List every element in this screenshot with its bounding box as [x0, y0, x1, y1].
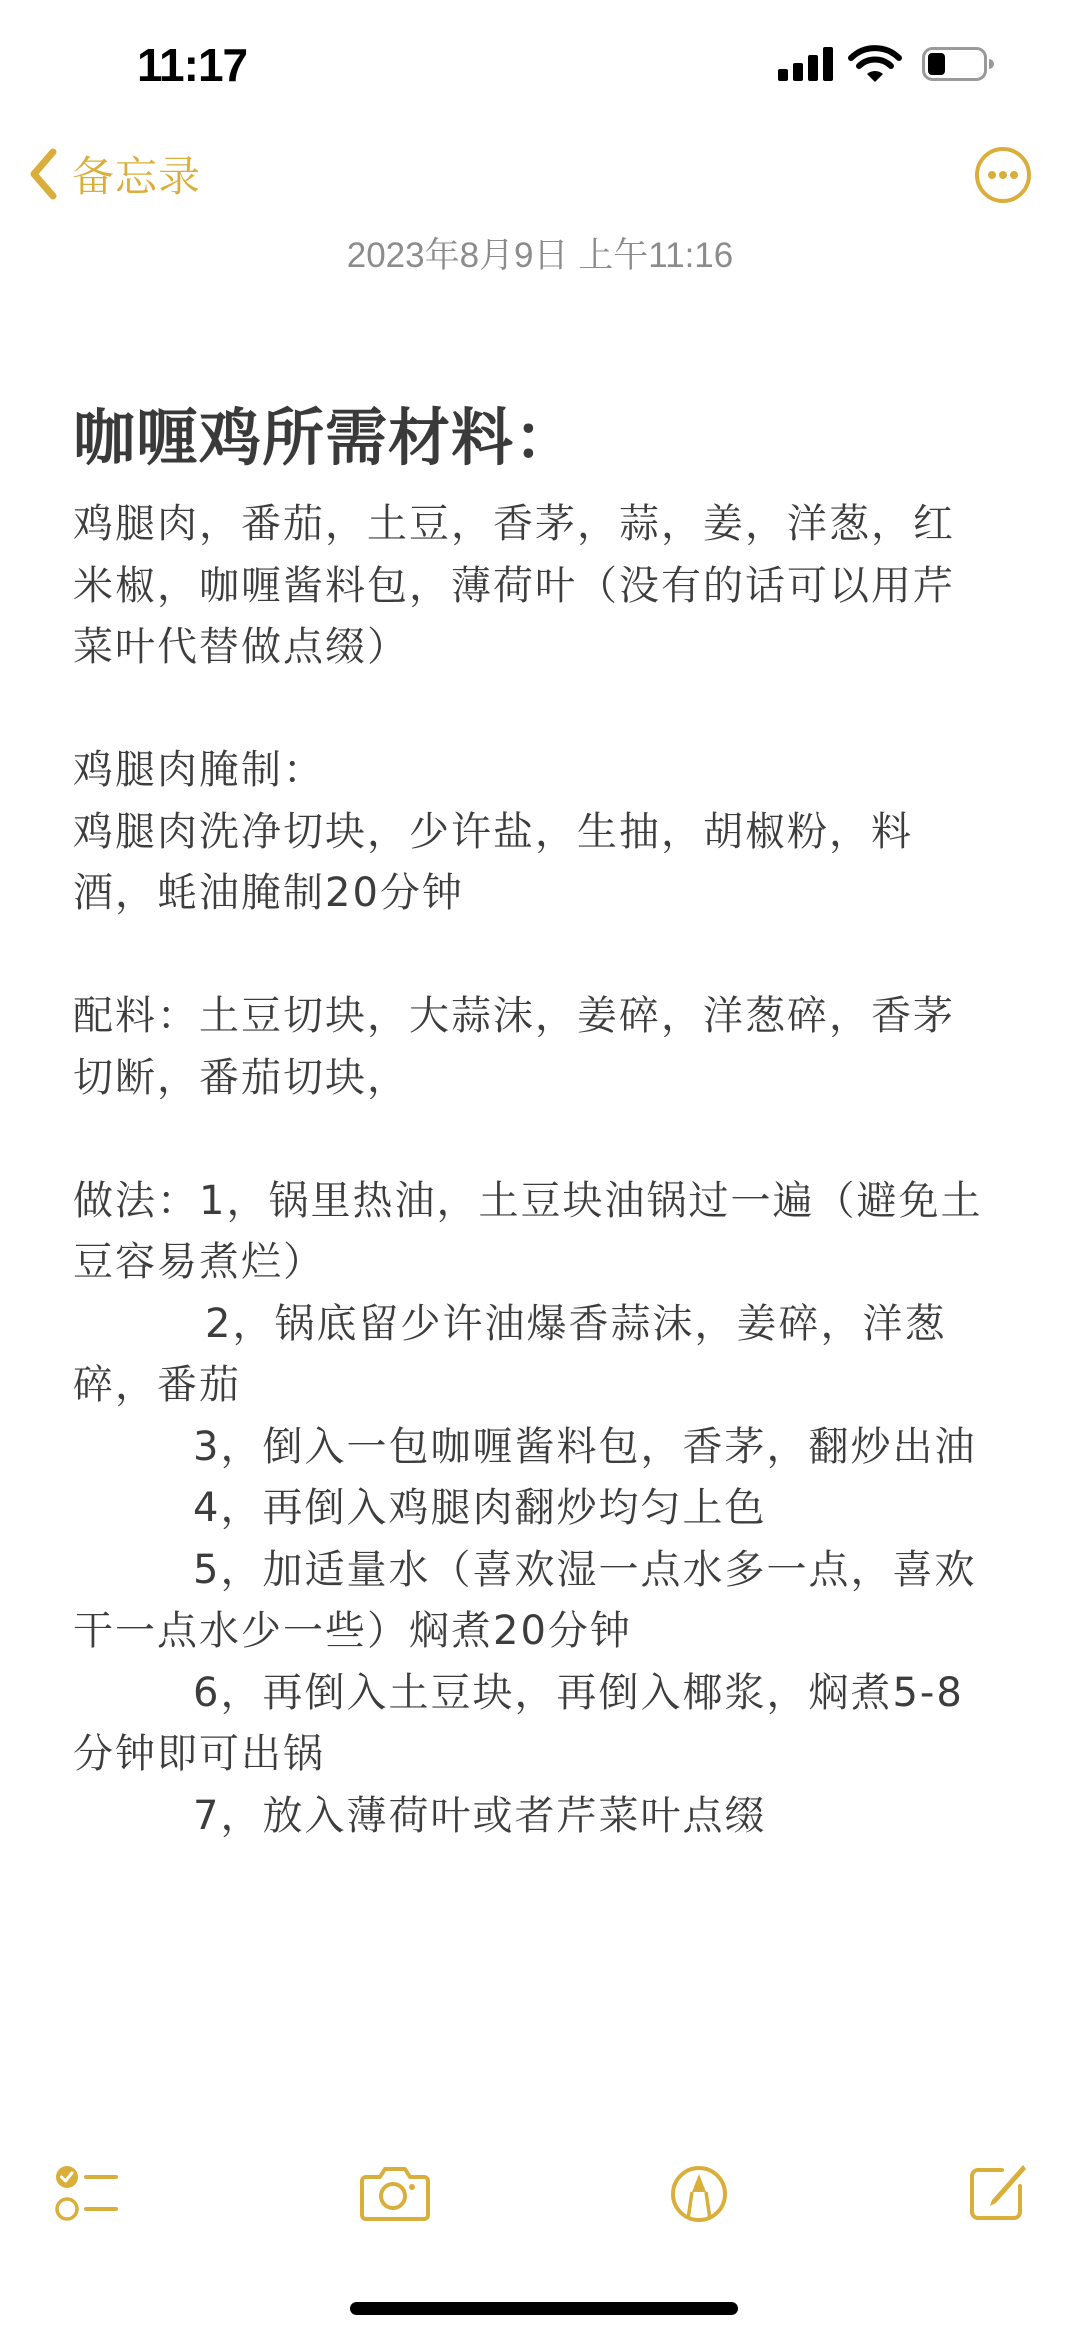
back-button[interactable]: [28, 146, 201, 202]
compose-icon: [972, 2165, 1026, 2218]
more-options-button[interactable]: [974, 146, 1032, 204]
note-line: 切断，番茄切块，: [73, 1054, 409, 1101]
markup-pen-icon: [673, 2168, 725, 2220]
note-line: 干一点水少一些）焖煮20分钟: [73, 1608, 632, 1654]
note-line: 菜叶代替做点缀）: [73, 624, 409, 670]
note-line: 鸡腿肉洗净切块，少许盐，生抽，胡椒粉，料: [73, 808, 913, 855]
note-line: 6，再倒入土豆块，再倒入椰浆，焖煮5-8: [193, 1669, 964, 1716]
wifi-icon: [848, 45, 902, 83]
note-line: 5，加适量水（喜欢湿一点水多一点，喜欢: [193, 1546, 977, 1593]
note-line: 鸡腿肉，番茄，土豆，香茅，蒜，姜，洋葱，红: [73, 501, 955, 547]
note-line: 做法：1，锅里热油，土豆块油锅过一遍（避免土: [73, 1177, 983, 1224]
note-editor[interactable]: [73, 396, 1033, 1847]
note-line: 分钟即可出锅: [73, 1731, 325, 1777]
cellular-signal-icon: [778, 47, 834, 81]
back-label: 备忘录: [72, 152, 202, 201]
camera-button[interactable]: [360, 2164, 430, 2222]
note-line: 7，放入薄荷叶或者芹菜叶点缀: [193, 1792, 767, 1839]
chevron-left-icon: [28, 148, 58, 200]
note-blank-line: [73, 925, 1033, 987]
note-line: 配料：土豆切块，大蒜沫，姜碎，洋葱碎，香茅: [73, 993, 955, 1039]
note-line: 米椒，咖喱酱料包，薄荷叶（没有的话可以用芹: [73, 562, 955, 609]
note-date: 2023年8月9日 上午11:16: [346, 236, 734, 275]
note-line: 豆容易煮烂）: [73, 1239, 325, 1285]
note-line: 2，锅底留少许油爆香蒜沫，姜碎，洋葱: [205, 1300, 947, 1347]
battery-icon: [922, 47, 994, 81]
note-line: 酒，蚝油腌制20分钟: [73, 870, 464, 916]
status-time: 11:17: [137, 39, 248, 91]
note-title: 咖喱鸡所需材料：: [73, 401, 578, 474]
note-line: 3，倒入一包咖喱酱料包，香茅，翻炒出油: [193, 1423, 977, 1470]
camera-icon: [362, 2169, 428, 2219]
note-line: 碎，番茄: [73, 1362, 241, 1408]
note-blank-line: [73, 679, 1033, 741]
note-line: 4，再倒入鸡腿肉翻炒均匀上色: [193, 1485, 767, 1531]
compose-button[interactable]: [968, 2162, 1028, 2222]
home-indicator[interactable]: [350, 2302, 738, 2315]
note-blank-line: [73, 1109, 1033, 1171]
markup-button[interactable]: [670, 2164, 728, 2224]
note-body[interactable]: [73, 494, 1033, 1847]
checklist-button[interactable]: [54, 2164, 122, 2226]
note-line: 鸡腿肉腌制：: [73, 747, 325, 793]
checklist-icon: [56, 2166, 116, 2219]
